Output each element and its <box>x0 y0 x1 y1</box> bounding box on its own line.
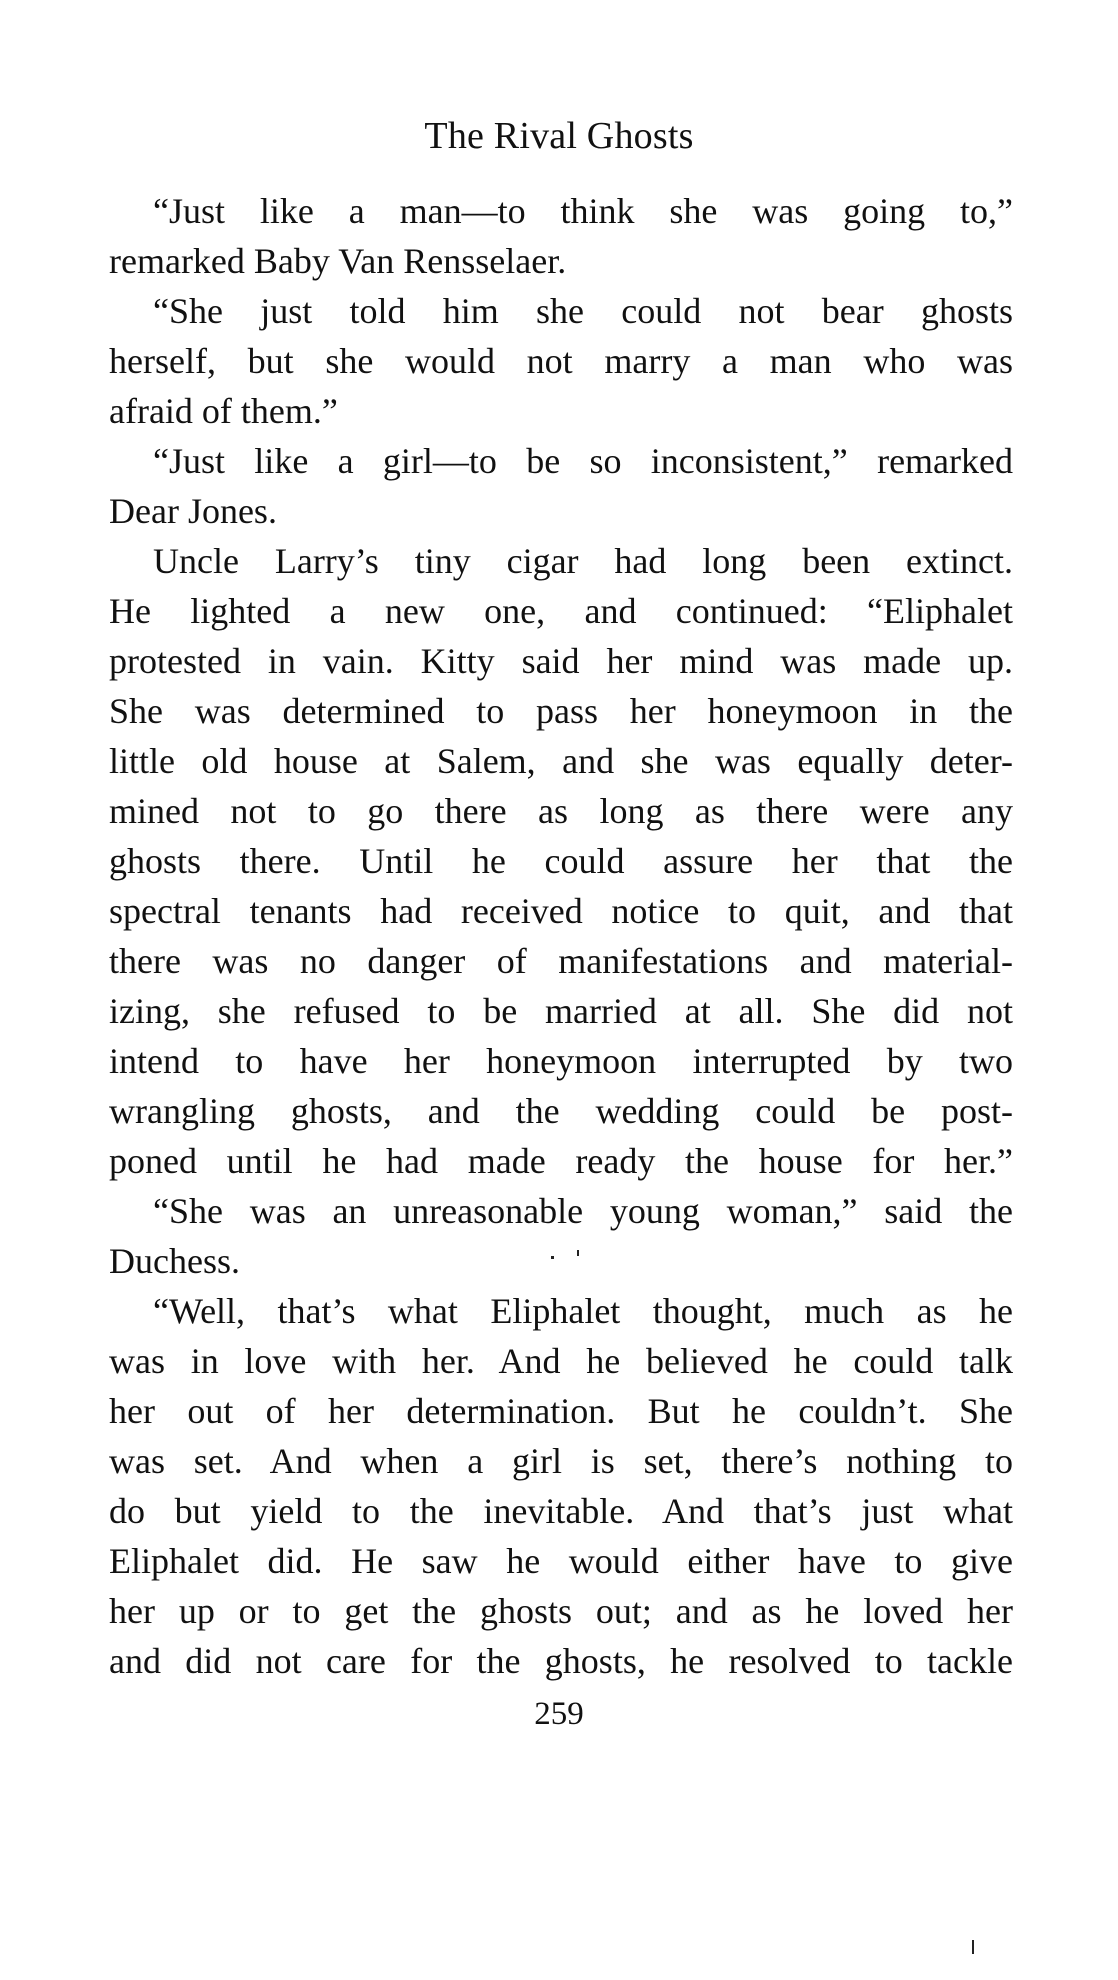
text-line: there was no danger of manifestations and material- <box>109 941 1013 981</box>
text-line: “She was an unreasonable young woman,” said the <box>153 1191 1013 1231</box>
text-line: herself, but she would not marry a man who was <box>109 341 1013 381</box>
text-line: mined not to go there as long as there were any <box>109 791 1013 831</box>
text-line: “She just told him she could not bear ghosts <box>153 291 1013 331</box>
paragraph <box>109 536 1013 1186</box>
text-line: He lighted a new one, and continued: “Eliphalet <box>109 591 1013 631</box>
text-line: her out of her determination. But he couldn’t. She <box>109 1391 1013 1431</box>
text-line: and did not care for the ghosts, he resolved to tackle <box>109 1641 1013 1681</box>
text-line: poned until he had made ready the house for her.” <box>109 1141 1013 1181</box>
text-line: little old house at Salem, and she was equally deter- <box>109 741 1013 781</box>
paragraph <box>109 436 1013 536</box>
paragraph <box>109 1186 1013 1286</box>
paragraph <box>109 286 1013 436</box>
text-line: afraid of them.” <box>109 391 338 431</box>
text-line: “Just like a man—to think she was going to,” <box>153 191 1013 231</box>
text-line: “Just like a girl—to be so inconsistent,” remarked <box>153 441 1013 481</box>
text-line: protested in vain. Kitty said her mind was made up. <box>109 641 1013 681</box>
text-line: “Well, that’s what Eliphalet thought, much as he <box>153 1291 1013 1331</box>
scan-speck <box>972 1940 974 1954</box>
text-line: Uncle Larry’s tiny cigar had long been extinct. <box>153 541 1013 581</box>
page-number: 259 <box>534 1696 584 1732</box>
text-line: spectral tenants had received notice to quit, and that <box>109 891 1013 931</box>
text-line: She was determined to pass her honeymoon in the <box>109 691 1013 731</box>
text-line: Dear Jones. <box>109 491 277 531</box>
text-line: was in love with her. And he believed he could talk <box>109 1341 1013 1381</box>
text-line: ghosts there. Until he could assure her that the <box>109 841 1013 881</box>
scan-speck <box>577 1250 579 1256</box>
text-line: intend to have her honeymoon interrupted by two <box>109 1041 1013 1081</box>
scan-speck <box>551 1256 554 1259</box>
text-line: was set. And when a girl is set, there’s nothing to <box>109 1441 1013 1481</box>
text-line: Eliphalet did. He saw he would either have to give <box>109 1541 1013 1581</box>
running-head: The Rival Ghosts <box>424 115 694 157</box>
text-line: wrangling ghosts, and the wedding could be post- <box>109 1091 1013 1131</box>
body-text <box>109 186 1013 1686</box>
text-line: Duchess. <box>109 1241 240 1281</box>
paragraph <box>109 1286 1013 1686</box>
paragraph <box>109 186 1013 286</box>
text-line: remarked Baby Van Rensselaer. <box>109 241 567 281</box>
text-line: her up or to get the ghosts out; and as he loved her <box>109 1591 1013 1631</box>
text-line: izing, she refused to be married at all. She did not <box>109 991 1013 1031</box>
text-line: do but yield to the inevitable. And that’s just what <box>109 1491 1013 1531</box>
